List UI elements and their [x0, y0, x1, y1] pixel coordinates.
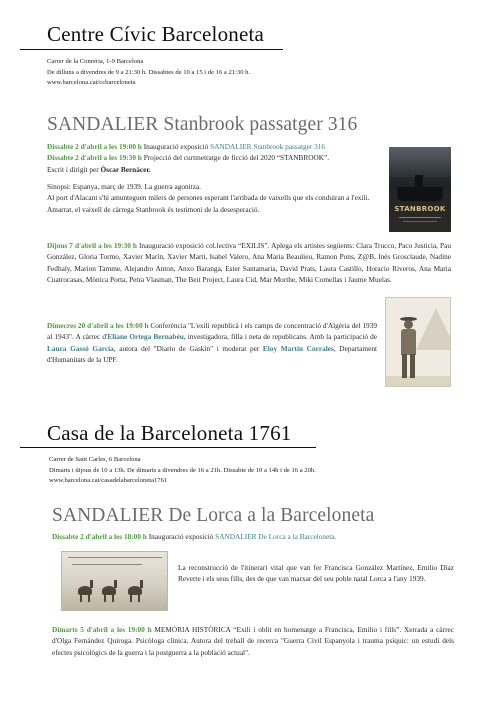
historic-camels-photo: [61, 551, 168, 611]
venue-address: Carrer de la Conreria, 1-9 Barcelona: [47, 58, 144, 65]
conference-paragraph: Dimecres 20 d'abril a les 19:00 h Conferència "L'exili republicà i els camps de concentració d'Algèria del 1939 al 1943". A càrrec d'Eliane Ortega Bernabéu, investigadora, filla i neta de republicans. Amb la participació de Laura Gassó García, autora del "Diario de Gaskin" i moderat per Eloy Martín Corrales, Departament d'Humanitats de la UPF.: [47, 321, 378, 365]
venue-hours: De dilluns a divendres de 9 a 21:30 h. Dissabtes de 10 a 15 i de 16 a 21:30 h.: [47, 68, 251, 76]
speaker-name: Eliane Ortega Bernabéu: [107, 332, 184, 342]
venue-title: Centre Cívic Barceloneta: [47, 22, 265, 46]
venue-web[interactable]: www.barcelona.cat/casadelabarceloneta1761: [49, 477, 168, 485]
venue-web[interactable]: www.barcelona.cat/ccbarceloneta: [47, 79, 136, 87]
exilis-paragraph: Dijous 7 d'abril a les 19:30 h Inauguració exposició col.lectiva “EXILIS”. Aplega els artistes següents: Clara Trucco, Paco Justicia, Pau González, Gloria Tormo, Xavier Marín, Xavier Martí, Isabel Valero, Ana Maria Beaulieu, Ramon Pons, Z@B, Inés Grosclaude, Nadine Fedhaly, Marion Tamme, Alejandro Anton, Anxo Baranga, Ester Santamaria, David Prats, Laura Castillo, Horacio Riveros, Ana Maria Cuatrocasas, Mònica Porta, Petra Vlasman, The Beit Project, Laura Cid, Mar Morthe, Miki Comellas i Jaume Muelas.: [47, 241, 451, 285]
venue-title: Casa de la Barceloneta 1761: [47, 421, 292, 445]
schedule-line: Dissabte 2 d'abril a les 19:30 h Projecció del curtmetratge de ficció del 2020 “STANBROOK”.: [47, 153, 330, 163]
synopsis: Sinopsi: Espanya, març de 1939. La guerra agonitza. Al port d'Alacant s'hi amunteguen milers de persones esperant l'arribada de vaixells que els conduiran a l'exili. Amarrat, el vaixell de càrrega Stanbrook és testimoni de la desesperació.: [47, 182, 370, 214]
director-name: Òscar Bernàcer.: [100, 164, 151, 174]
schedule-line: Escrit i dirigit per Òscar Bernàcer.: [47, 164, 151, 174]
stanbrook-poster-image: [389, 147, 451, 232]
moderator-name: Eloy Martín Corrales: [262, 343, 334, 353]
historic-soldier-photo: [385, 297, 451, 387]
event-date: Dimarts 5 d'abril a les 19:00 h: [52, 625, 152, 634]
event-title: SANDALIER De Lorca a la Barceloneta: [52, 505, 375, 526]
event-highlight: SANDALIER De Lorca a la Barceloneta.: [215, 532, 337, 541]
title-underline: [20, 49, 283, 50]
event-date: Dijous 7 d'abril a les 19:30 h: [47, 241, 137, 250]
venue-address: Carrer de Sant Carles, 6 Barcelona: [49, 456, 141, 463]
exhibition-description: La reconstrucció de l'itinerari vital que van fer Francisca González Martínez, Emilio Díaz Reverte i els seus fills, des de que van marxar del seu poble natal Lorca a l'any 1939.: [178, 563, 454, 584]
event-date: Dimecres 20 d'abril a les 19:00 h: [47, 321, 149, 330]
venue-hours: Dimarts i dijous de 10 a 13h. De dimarts a divendres de 16 a 21h. Dissabte de 10 a 14h i de 16 a 20h.: [49, 466, 316, 474]
participant-name: Laura Gassó García: [47, 343, 114, 353]
venue-info: [47, 57, 250, 89]
event-title: SANDALIER Stanbrook passatger 316: [47, 114, 358, 135]
memoria-paragraph: Dimarts 5 d'abril a les 19:00 h MEMÒRIA HISTÒRICA “Exili i oblit en homenatge a Francisca, Emilio i fills”. Xerrada a càrrec d'Olga Fernández Quiroga. Psicòloga clínica. Autora del treball de recerca "Guerra Civil Espanyola i trauma psíquic: un estudi dels efectes psicològics de la guerra i la postguerra a la població actual".: [52, 625, 454, 657]
event-schedule: [47, 141, 382, 175]
event-date: Dissabte 2 d'abril a les 19:30 h: [47, 153, 142, 163]
event-schedule: Dissabte 2 d'abril a les 18:00 h Inauguració exposició SANDALIER De Lorca a la Barceloneta.: [52, 532, 337, 541]
venue-info: [49, 455, 316, 487]
event-date: Dissabte 2 d'abril a les 18:00 h: [52, 532, 147, 541]
poster-title: STANBROOK: [394, 205, 446, 213]
title-underline: [20, 447, 316, 448]
event-date: Dissabte 2 d'abril a les 19:00 h: [47, 142, 142, 151]
event-highlight: SANDALIER Stanbrook passatger 316: [210, 142, 326, 151]
schedule-line: Dissabte 2 d'abril a les 19:00 h Inauguració exposició SANDALIER Stanbrook passatger 316: [47, 142, 326, 151]
